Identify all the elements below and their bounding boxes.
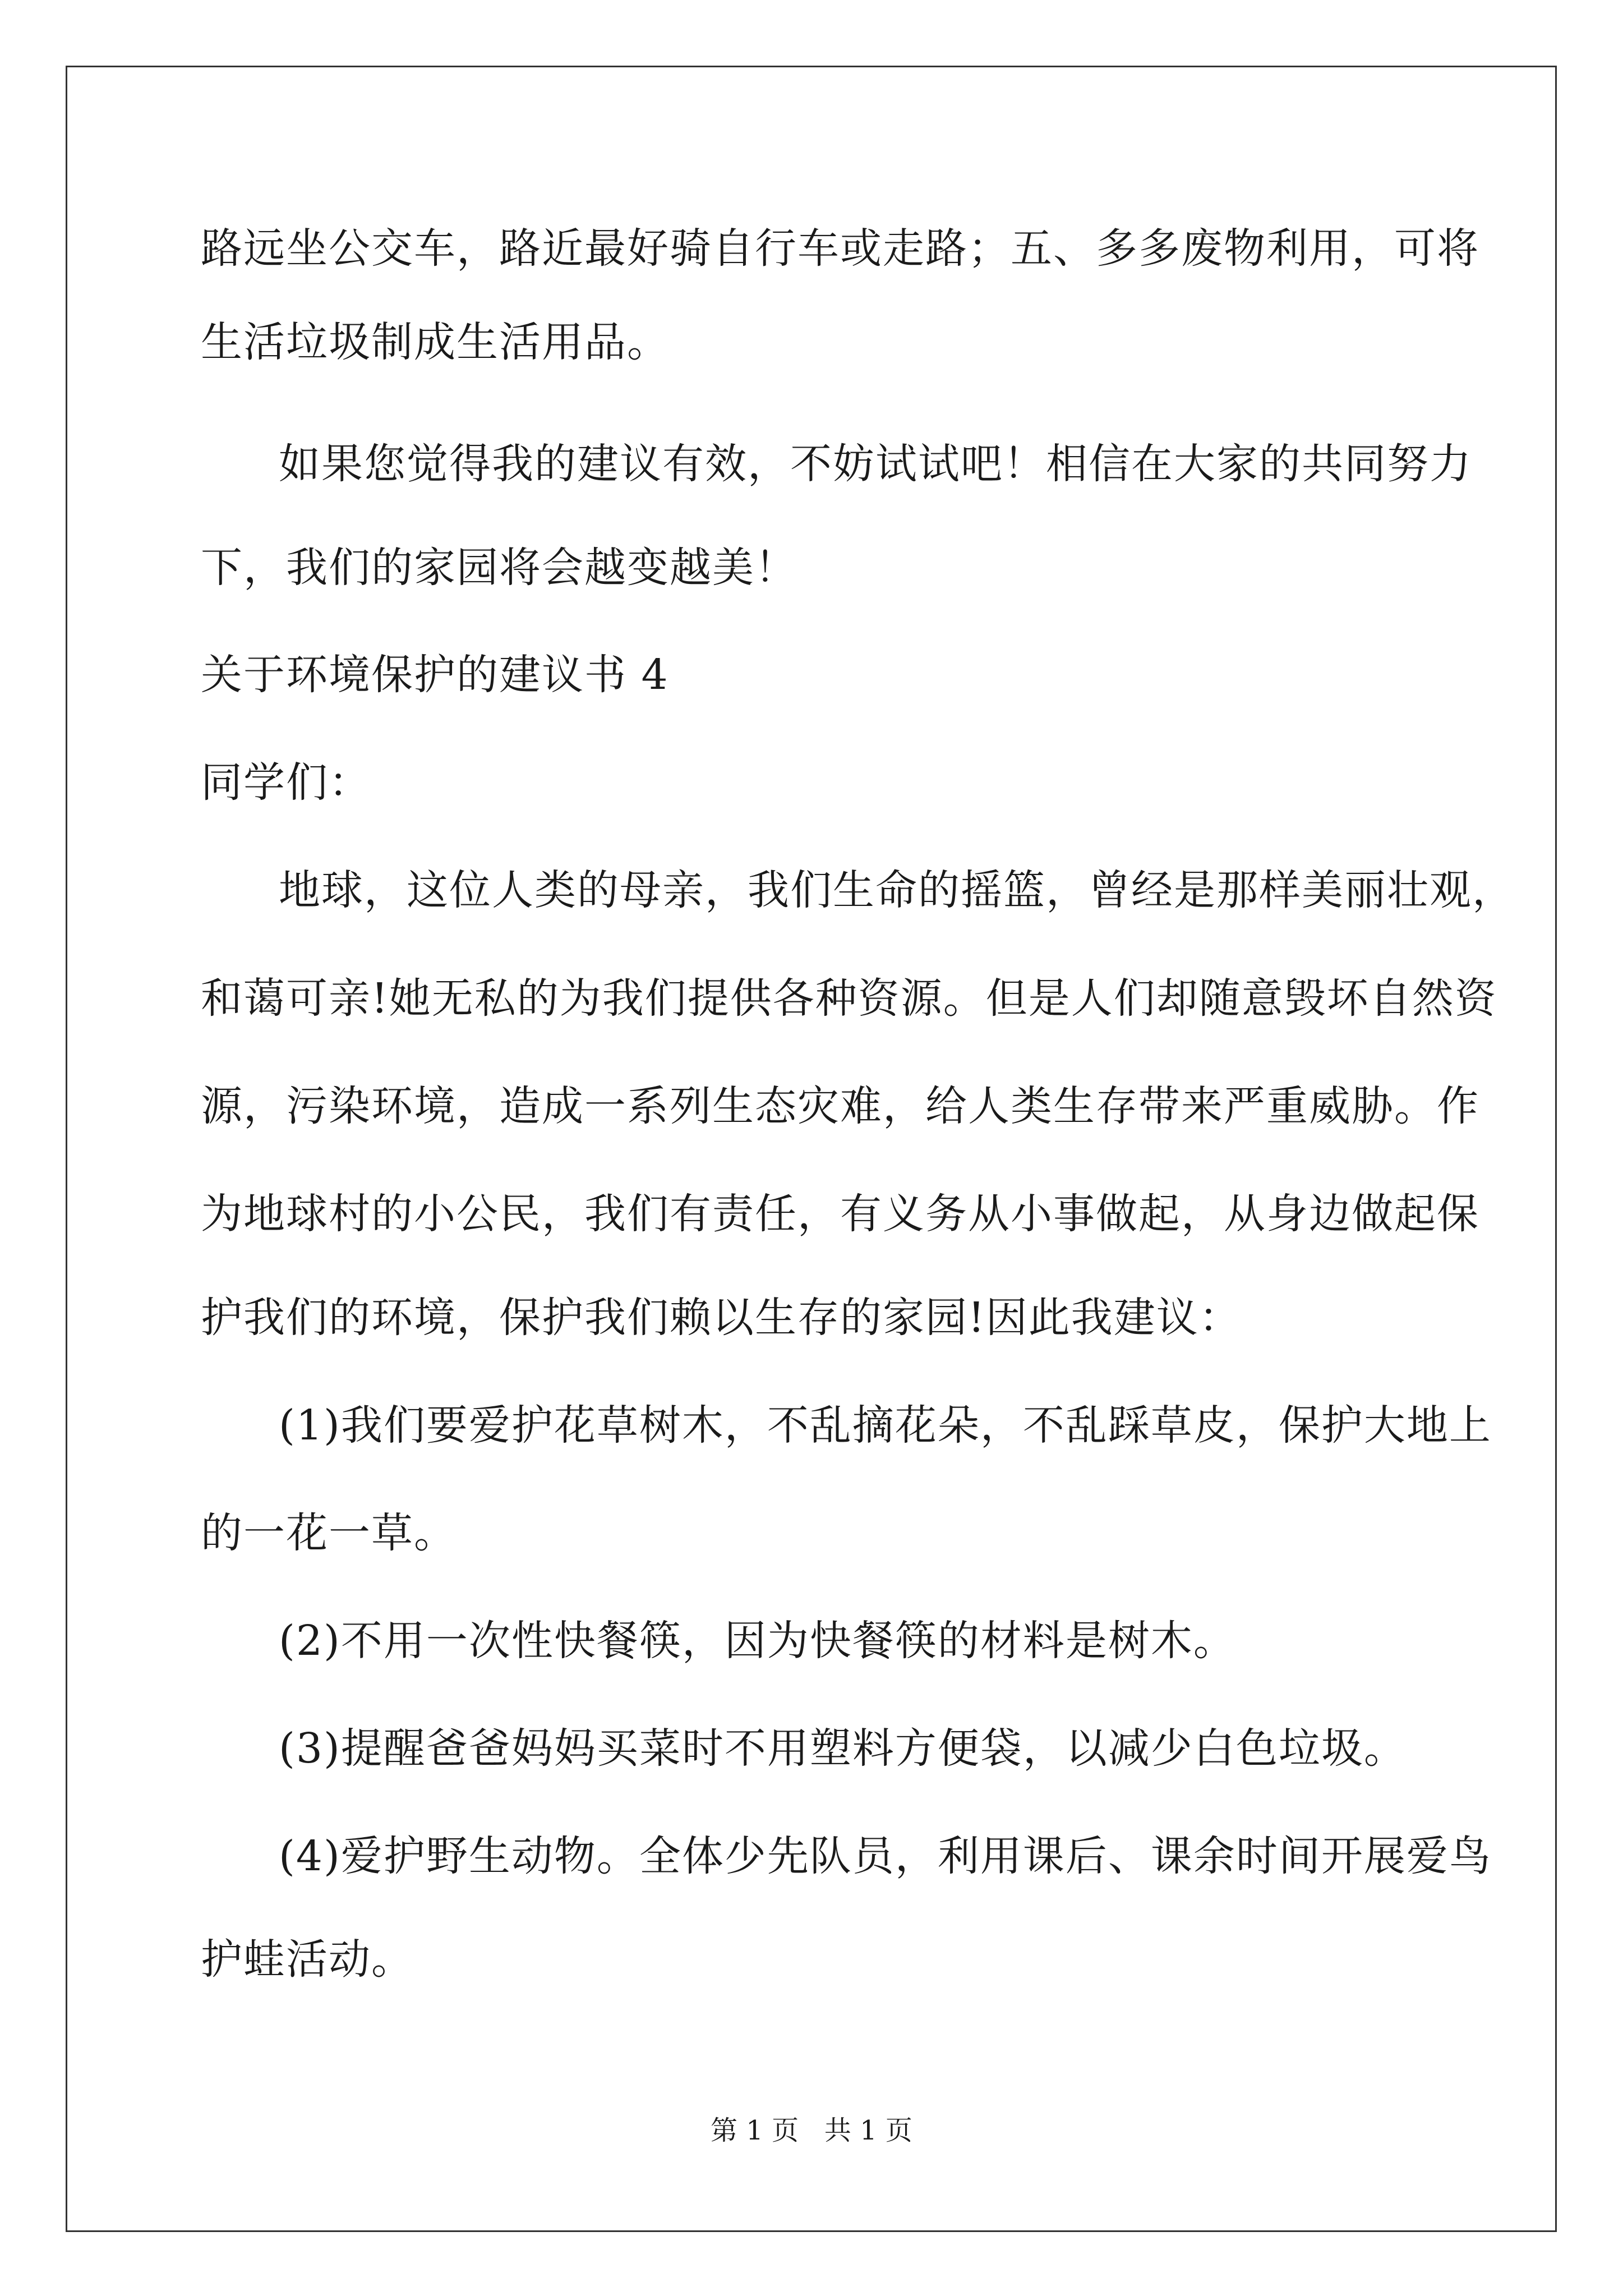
body-line: 下，我们的家园将会越变越美！ xyxy=(201,544,797,592)
list-item-continuation: 的一花一草。 xyxy=(201,1509,457,1557)
body-line: 源，污染环境，造成一系列生态灾难，给人类生存带来严重威胁。作 xyxy=(201,1082,1479,1130)
list-item: (4)爱护野生动物。全体少先队员，利用课后、课余时间开展爱鸟 xyxy=(279,1832,1492,1880)
list-item: (1)我们要爱护花草树木，不乱摘花朵，不乱踩草皮，保护大地上 xyxy=(279,1401,1492,1450)
body-line: 路远坐公交车，路近最好骑自行车或走路；五、多多废物利用，可将 xyxy=(201,224,1479,273)
salutation: 同学们： xyxy=(201,758,371,807)
body-line: 生活垃圾制成生活用品。 xyxy=(201,318,670,366)
list-item-continuation: 护蛙活动。 xyxy=(201,1935,414,1984)
body-line: 地球，这位人类的母亲，我们生命的摇篮，曾经是那样美丽壮观， xyxy=(279,866,1515,914)
body-line: 护我们的环境，保护我们赖以生存的家园!因此我建议： xyxy=(201,1294,1242,1342)
body-line: 和蔼可亲!她无私的为我们提供各种资源。但是人们却随意毁坏自然资 xyxy=(201,974,1497,1023)
page-border xyxy=(66,66,1557,2232)
body-line: 如果您觉得我的建议有效，不妨试试吧！相信在大家的共同努力 xyxy=(279,440,1472,488)
section-heading: 关于环境保护的建议书 4 xyxy=(201,651,669,699)
list-item: (3)提醒爸爸妈妈买菜时不用塑料方便袋，以减少白色垃圾。 xyxy=(279,1724,1407,1773)
body-line: 为地球村的小公民，我们有责任，有义务从小事做起，从身边做起保 xyxy=(201,1190,1479,1238)
page-number-footer: 第 1 页 共 1 页 xyxy=(711,2115,912,2146)
list-item: (2)不用一次性快餐筷，因为快餐筷的材料是树木。 xyxy=(279,1617,1236,1665)
